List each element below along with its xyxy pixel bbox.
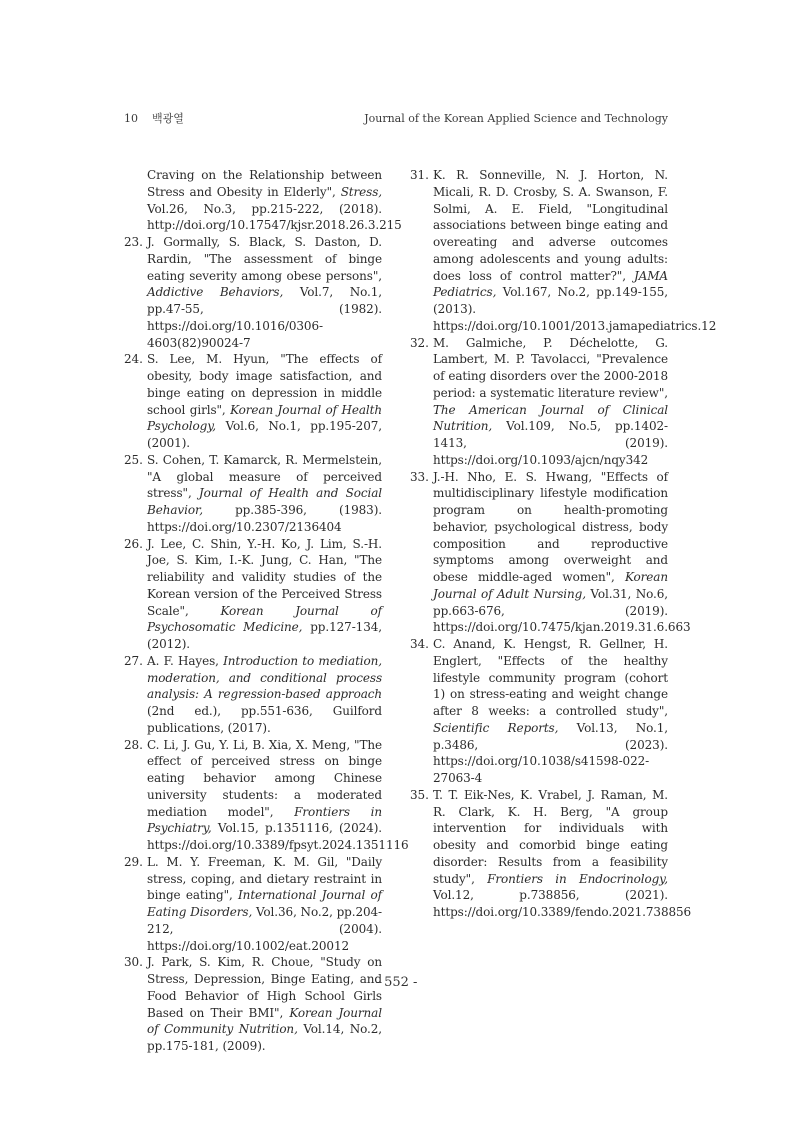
reference-entry — [124, 536, 382, 653]
reference-text: Vol.13, No.1, p.3486, (2023). https://doi.org/10.1038/s41598-022-27063-4 — [433, 720, 668, 785]
reference-text: Vol.15, p.1351116, (2024). https://doi.org/10.3389/fpsyt.2024.1351116 — [147, 821, 409, 852]
reference-source-title: JAMA Pediatrics, — [433, 268, 668, 300]
reference-text: J. Park, S. Kim, R. Choue, "Study on Stress, Depression, Binge Eating, and Food Behavior of High School Girls Based on Their BMI", — [147, 955, 382, 1020]
reference-number: 31. — [410, 168, 429, 182]
reference-source-title: Korean Journal of Adult Nursing, — [433, 570, 668, 601]
reference-text: M. Galmiche, P. Déchelotte, G. Lambert, M. P. Tavolacci, "Prevalence of eating disorders over the 2000-2018 period: a systematic literature review", — [433, 335, 668, 400]
reference-text: S. Lee, M. Hyun, "The effects of obesity, body image satisfaction, and binge eating on depression in middle school girls", — [147, 352, 382, 417]
reference-entry — [410, 335, 668, 469]
reference-text: Vol.26, No.3, pp.215-222, (2018). http://doi.org/10.17547/kjsr.2018.26.3.215 — [147, 201, 402, 233]
reference-number: 27. — [124, 653, 143, 668]
header-journal-title: Journal of the Korean Applied Science and Technology — [364, 112, 668, 125]
reference-number: 23. — [124, 235, 143, 249]
reference-source-title: Journal of Health and Social Behavior, — [147, 486, 382, 517]
reference-entry — [410, 636, 668, 787]
reference-entry — [124, 167, 402, 234]
reference-text: pp.385-396, (1983). https://doi.org/10.2307/2136404 — [147, 503, 382, 534]
reference-entry — [124, 954, 382, 1055]
header-left — [124, 111, 184, 127]
reference-text: (2nd ed.), pp.551-636, Guilford publications, (2017). — [147, 704, 382, 735]
reference-text: T. T. Eik-Nes, K. Vrabel, J. Raman, M. R. Clark, K. H. Berg, "A group intervention for individuals with obesity and comorbid binge eating disorder: Results from a feasibility study", — [433, 787, 668, 886]
reference-number: 28. — [124, 737, 143, 752]
reference-number: 32. — [410, 335, 429, 350]
header-page-number: 10 — [124, 112, 138, 125]
reference-text: Vol.14, No.2, pp.175-181, (2009). — [147, 1022, 382, 1053]
reference-text: Craving on the Relationship between Stress and Obesity in Elderly", — [147, 168, 382, 199]
reference-text: Vol.109, No.5, pp.1402-1413, (2019). https://doi.org/10.1093/ajcn/nqy342 — [433, 419, 668, 467]
header-author: 백광열 — [152, 112, 184, 125]
reference-text: C. Anand, K. Hengst, R. Gellner, H. Englert, "Effects of the healthy lifestyle community program (cohort 1) on stress-eating and weight change after 8 weeks: a controlled study", — [433, 637, 668, 718]
reference-source-title: Korean Journal of Health Psychology, — [147, 402, 382, 434]
reference-entry — [124, 452, 382, 536]
reference-source-title: The American Journal of Clinical Nutrition, — [433, 402, 668, 434]
reference-source-title: Scientific Reports, — [433, 720, 559, 735]
reference-number: 30. — [124, 955, 143, 970]
reference-source-title: International Journal of Eating Disorders, — [147, 888, 382, 919]
reference-column-right — [410, 167, 717, 921]
reference-text: J.-H. Nho, E. S. Hwang, "Effects of multidisciplinary lifestyle modification program on health-promoting behavior, psychological distress, body composition and reproductive symptoms among overweight and obese middle-aged women", — [433, 469, 668, 584]
reference-text: C. Li, J. Gu, Y. Li, B. Xia, X. Meng, "The effect of perceived stress on binge eating behavior among Chinese university students: a moderated mediation model", — [147, 737, 382, 819]
reference-entry — [124, 351, 382, 452]
reference-source-title: Addictive Behaviors, — [147, 285, 284, 300]
reference-source-title: Frontiers in Psychiatry, — [147, 804, 383, 836]
reference-text: K. R. Sonneville, N. J. Horton, N. Micali, R. D. Crosby, S. A. Swanson, F. Solmi, A. E. Field, "Longitudinal associations between binge eating and overeating and adverse outcomes among adolescents and young adults: does loss of control matter?", — [433, 168, 668, 283]
reference-number: 26. — [124, 536, 143, 551]
reference-entry — [124, 234, 382, 351]
reference-text: J. Gormally, S. Black, S. Daston, D. Rardin, "The assessment of binge eating severity among obese persons", — [147, 235, 382, 283]
reference-text: Vol.167, No.2, pp.149-155, (2013). https://doi.org/10.1001/2013.jamapediatrics.12 — [433, 285, 717, 333]
reference-number: 25. — [124, 452, 143, 467]
reference-text: Vol.12, p.738856, (2021). https://doi.org/10.3389/fendo.2021.738856 — [433, 888, 692, 919]
reference-text: Vol.31, No.6, pp.663-676, (2019). https://doi.org/10.7475/kjan.2019.31.6.663 — [433, 586, 691, 635]
reference-source-title: Introduction to mediation, moderation, and conditional process analysis: A regression-based approach — [147, 653, 382, 702]
reference-number: 35. — [410, 787, 429, 802]
reference-text: pp.127-134, (2012). — [147, 620, 382, 651]
reference-text: L. M. Y. Freeman, K. M. Gil, "Daily stress, coping, and dietary restraint in binge eating", — [147, 854, 382, 903]
reference-text: Vol.6, No.1, pp.195-207, (2001). — [147, 419, 382, 450]
reference-text: J. Lee, C. Shin, Y.-H. Ko, J. Lim, S.-H. Joe, S. Kim, I.-K. Jung, C. Han, "The reliability and validity studies of the Korean version of the Perceived Stress Scale", — [147, 536, 382, 618]
reference-text: A. F. Hayes, — [147, 653, 224, 668]
reference-entry — [410, 787, 692, 921]
reference-number: 24. — [124, 352, 143, 367]
reference-entry — [124, 653, 382, 737]
reference-text: Vol.36, No.2, pp.204-212, (2004). https://doi.org/10.1002/eat.20012 — [147, 905, 383, 953]
reference-text: S. Cohen, T. Kamarck, R. Mermelstein, "A global measure of perceived stress", — [147, 452, 382, 501]
reference-source-title: Korean Journal of Psychosomatic Medicine, — [147, 603, 382, 635]
reference-number: 34. — [410, 637, 429, 651]
page-number-footer: - 552 - — [375, 975, 418, 990]
reference-entry — [124, 737, 409, 854]
reference-number: 33. — [410, 469, 429, 484]
reference-text: Vol.7, No.1, pp.47-55, (1982). https://doi.org/10.1016/0306-4603(82)90024-7 — [147, 285, 382, 350]
reference-source-title: Frontiers in Endocrinology, — [487, 871, 668, 886]
reference-entry — [124, 854, 382, 955]
reference-entry — [410, 167, 717, 335]
reference-number: 29. — [124, 854, 143, 869]
running-header — [124, 111, 668, 127]
reference-entry — [410, 469, 691, 637]
reference-source-title: Korean Journal of Community Nutrition, — [147, 1005, 382, 1037]
reference-source-title: Stress, — [340, 184, 382, 199]
